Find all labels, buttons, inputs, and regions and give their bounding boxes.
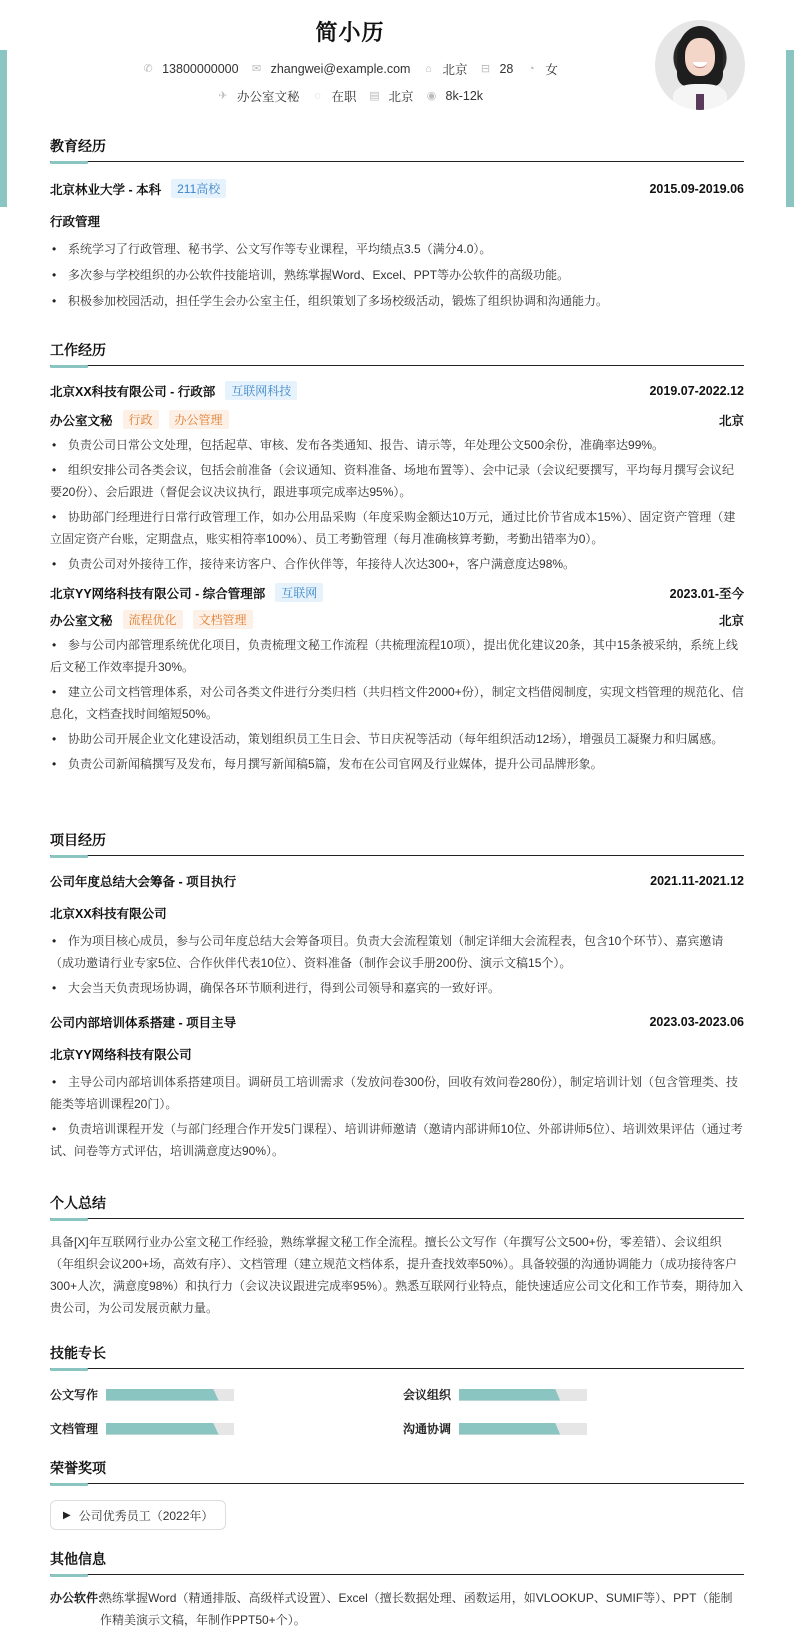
- list-item: • 大会当天负责现场协调，确保各环节顺利进行，得到公司领导和嘉宾的一致好评。: [52, 981, 501, 995]
- cake-icon: ⊟: [480, 63, 491, 75]
- role-tag: 办公管理: [169, 410, 229, 429]
- industry-tag: 互联网科技: [225, 381, 297, 400]
- major: 行政管理: [50, 215, 101, 229]
- skill-bar: [459, 1423, 587, 1435]
- list-item: • 主导公司内部培训体系搭建项目。调研员工培训需求（发放问卷300份，回收有效问卷280份），制定培训计划（包含管理类、技能类等培训课程20门）。: [50, 1075, 739, 1111]
- skill-name: 公文写作: [50, 1388, 99, 1402]
- project-bullets: [50, 930, 744, 999]
- list-item: • 负责公司日常公文处理，包括起草、审核、发布各类通知、报告、请示等，年处理公文500余份，准确率达99%。: [52, 438, 665, 452]
- role-tag: 流程优化: [123, 610, 183, 629]
- section-skills: [50, 1343, 744, 1369]
- work-location: 北京: [718, 613, 744, 628]
- list-item: • 协助部门经理进行日常行政管理工作，如办公用品采购（年度采购金额达10万元，通过比价节省成本15%）、固定资产管理（建立固定资产台账，定期盘点，账实相符率100%）、员工考勤管理（每月准确核算考勤，考勤出错率为0）。: [50, 510, 736, 546]
- education-item: [50, 179, 744, 198]
- project-company: 北京XX科技有限公司: [50, 907, 167, 921]
- company-name: 北京XX科技有限公司 - 行政部: [50, 384, 216, 399]
- role-tag: 行政: [123, 410, 159, 429]
- other-info-key: 办公软件:: [50, 1591, 102, 1605]
- work-date: 2019.07-2022.12: [649, 383, 744, 398]
- role-title: 办公室文秘: [50, 613, 113, 628]
- education-bullets: [50, 238, 744, 312]
- contact-row: [0, 60, 700, 78]
- section-divider: [50, 1573, 744, 1575]
- work-bullets: [50, 634, 744, 775]
- contact-age: ⊟ 28: [480, 62, 514, 76]
- section-awards: [50, 1458, 744, 1530]
- education-date: 2015.09-2019.06: [649, 181, 744, 196]
- list-item: • 协助公司开展企业文化建设活动，策划组织员工生日会、节日庆祝等活动（每年组织活动12场），增强员工凝聚力和归属感。: [52, 732, 724, 746]
- caret-right-icon: ▶: [63, 1509, 71, 1521]
- job-intent-row: [0, 87, 700, 105]
- list-item: • 建立公司文档管理体系，对公司各类文件进行分类归档（共归档文件2000+份），制定文档借阅制度，实现文档管理的规范化、信息化，文档查找时间缩短50%。: [50, 685, 744, 721]
- skill-item: [403, 1386, 587, 1403]
- section-summary: [50, 1193, 744, 1319]
- section-education: [50, 136, 744, 312]
- salary-icon: ◉: [426, 90, 437, 102]
- section-title: 教育经历: [50, 138, 106, 154]
- job-salary: ◉ 8k-12k: [426, 89, 484, 103]
- send-icon: ✈: [218, 90, 228, 102]
- section-title: 其他信息: [50, 1551, 106, 1567]
- phone-icon: ✆: [143, 63, 153, 75]
- project-date: 2021.11-2021.12: [650, 874, 744, 888]
- work-location: 北京: [718, 413, 744, 428]
- skill-name: 文档管理: [50, 1422, 99, 1436]
- skill-item: [403, 1420, 587, 1437]
- award-item[interactable]: [50, 1500, 226, 1530]
- other-info-item: [50, 1587, 744, 1631]
- project-item-header: [50, 1013, 744, 1031]
- award-label: 公司优秀员工（2022年）: [78, 1508, 214, 1523]
- mail-icon: ✉: [251, 63, 262, 75]
- section-divider: [50, 1217, 744, 1219]
- skill-bar: [106, 1389, 234, 1401]
- skill-name: 沟通协调: [403, 1422, 452, 1436]
- project-company: 北京YY网络科技有限公司: [50, 1048, 192, 1062]
- work-role-row: [50, 410, 744, 429]
- section-title: 荣誉奖项: [50, 1460, 106, 1476]
- section-title: 个人总结: [50, 1195, 106, 1211]
- project-name: 公司内部培训体系搭建 - 项目主导: [50, 1016, 237, 1030]
- school-tag: 211高校: [171, 179, 226, 198]
- section-divider: [50, 1482, 744, 1484]
- section-divider: [50, 364, 744, 366]
- building-icon: ▤: [369, 90, 380, 102]
- list-item: • 负责培训课程开发（与部门经理合作开发5门课程）、培训讲师邀请（邀请内部讲师10位、外部讲师5位）、培训效果评估（通过考试、问卷等方式评估，培训满意度达90%）。: [50, 1122, 743, 1158]
- skill-bar: [106, 1423, 234, 1435]
- job-city: ▤ 北京: [369, 90, 414, 104]
- job-status: ◌ 在职: [311, 87, 356, 105]
- skill-item: [50, 1420, 234, 1437]
- job-target: ✈ 办公室文秘: [218, 90, 300, 104]
- section-work: [50, 340, 744, 775]
- list-item: • 负责公司新闻稿撰写及发布，每月撰写新闻稿5篇，发布在公司官网及行业媒体，提升公司品牌形象。: [52, 757, 603, 771]
- work-role-row: [50, 610, 744, 629]
- project-bullets: [50, 1071, 744, 1162]
- section-other: [50, 1549, 744, 1631]
- skill-name: 会议组织: [403, 1388, 452, 1402]
- role-title: 办公室文秘: [50, 413, 113, 428]
- work-date: 2023.01-至今: [669, 586, 744, 601]
- contact-phone: ✆ 13800000000: [143, 62, 239, 76]
- project-item-header: [50, 872, 744, 890]
- list-item: • 积极参加校园活动，担任学生会办公室主任，组织策划了多场校级活动，锻炼了组织协调和沟通能力。: [52, 294, 609, 308]
- resume-header: [0, 0, 794, 130]
- list-item: • 参与公司内部管理系统优化项目，负责梳理文秘工作流程（共梳理流程10项），提出优化建议20条，其中15条被采纳，系统上线后文秘工作效率提升30%。: [50, 638, 739, 674]
- contact-city: ⌂ 北京: [422, 60, 467, 78]
- status-icon: ◌: [314, 90, 321, 102]
- avatar: [655, 20, 745, 110]
- role-tag: 文档管理: [193, 610, 253, 629]
- section-divider: [50, 1367, 744, 1369]
- list-item: • 系统学习了行政管理、秘书学、公文写作等专业课程，平均绩点3.5（满分4.0）。: [52, 242, 492, 256]
- other-info-value: 熟练掌握Word（精通排版、高级样式设置）、Excel（擅长数据处理、函数运用，如VLOOKUP、SUMIF等）、PPT（能制作精美演示文稿，年制作PPT50+个）。: [100, 1591, 733, 1627]
- industry-tag: 互联网: [275, 583, 323, 602]
- contact-gender: ◔ 女: [525, 60, 558, 78]
- summary-text: 具备[X]年互联网行业办公室文秘工作经验，熟练掌握文秘工作全流程。擅长公文写作（年撰写公文500+份，零差错）、会议组织（年组织会议200+场，高效有序）、文档管理（建立规范文档体系，提升查找效率50%）。具备较强的沟通协调能力（成功接待客户300+人次，满意度98%）和执行力（会议决议跟进完成率95%）。熟悉互联网行业特点，能快速适应公司文化和工作节奏，期待加入贵公司，为公司发展贡献力量。: [50, 1235, 744, 1315]
- section-title: 项目经历: [50, 832, 106, 848]
- candidate-name: 简小历: [315, 20, 385, 45]
- section-title: 技能专长: [50, 1345, 106, 1361]
- skill-bar: [459, 1389, 587, 1401]
- work-item-header: [50, 381, 744, 400]
- contact-email[interactable]: ✉ zhangwei@example.com: [251, 62, 411, 76]
- home-icon: ⌂: [425, 63, 432, 75]
- work-bullets: [50, 434, 744, 575]
- work-item-header: [50, 583, 744, 602]
- skill-item: [50, 1386, 234, 1403]
- gender-icon: ◔: [528, 63, 535, 75]
- section-title: 工作经历: [50, 342, 106, 358]
- project-date: 2023.03-2023.06: [649, 1015, 744, 1029]
- project-name: 公司年度总结大会筹备 - 项目执行: [50, 875, 237, 889]
- list-item: • 作为项目核心成员，参与公司年度总结大会筹备项目。负责大会流程策划（制定详细大会流程表，包含10个环节）、嘉宾邀请（成功邀请行业专家5位、合作伙伴代表10位）、资料准备（制作会议手册200份、演示文稿15个）。: [50, 934, 724, 970]
- school-name: 北京林业大学 - 本科: [50, 182, 162, 197]
- list-item: • 组织安排公司各类会议，包括会前准备（会议通知、资料准备、场地布置等）、会中记录（会议纪要撰写，平均每月撰写会议纪要20份）、会后跟进（督促会议决议执行，跟进事项完成率达95%）。: [50, 463, 735, 499]
- list-item: • 多次参与学校组织的办公软件技能培训，熟练掌握Word、Excel、PPT等办公软件的高级功能。: [52, 268, 570, 282]
- company-name: 北京YY网络科技有限公司 - 综合管理部: [50, 586, 266, 601]
- section-divider: [50, 160, 744, 162]
- list-item: • 负责公司对外接待工作，接待来访客户、合作伙伴等，年接待人次达300+，客户满意度达98%。: [52, 557, 576, 571]
- section-divider: [50, 854, 744, 856]
- section-projects: [50, 830, 744, 1162]
